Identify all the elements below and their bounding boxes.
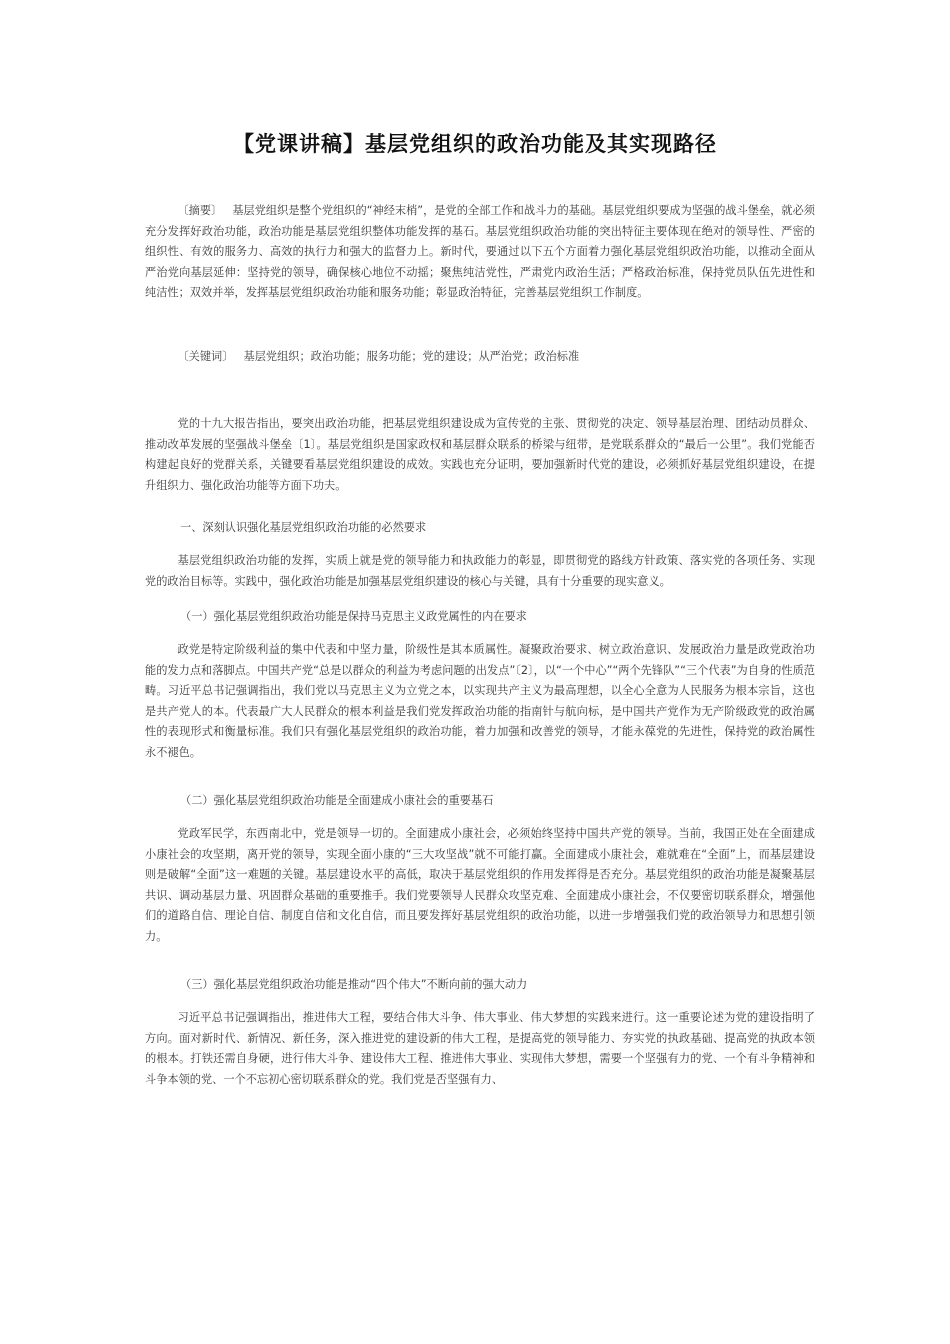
keywords-paragraph <box>145 347 815 368</box>
section1-paragraph: 基层党组织政治功能的发挥，实质上就是党的领导能力和执政能力的彰显，即贯彻党的路线方针政策、落实党的各项任务、实现党的政治目标等。实践中，强化政治功能是加强基层党组织建设的核心与关键，具有十分重要的现实意义。 <box>145 554 815 588</box>
subsection2-paragraph: 党政军民学，东西南北中，党是领导一切的。全面建成小康社会，必须始终坚持中国共产党的领导。当前，我国正处在全面建成小康社会的攻坚期，离开党的领导，实现全面小康的“三大攻坚战”就不可能打赢。全面建成小康社会，难就难在“全面”上，而基层建设则是破解“全面”这一难题的关键。基层建设水平的高低，取决于基层党组织的作用发挥得是否充分。基层党组织的政治功能是凝聚基层共识、调动基层力量、巩固群众基础的重要推手。我们党要领导人民群众攻坚克难、全面建成小康社会，不仅要密切联系群众，增强他们的道路自信、理论自信、制度自信和文化自信，而且要发挥好基层党组织的政治功能，以进一步增强我们党的政治领导力和思想引领力。 <box>145 827 815 943</box>
subsection1-heading: （一）强化基层党组织政治功能是保持马克思主义政党属性的内在要求 <box>180 610 527 623</box>
keywords-label: 〔关键词〕 <box>177 350 234 363</box>
document-title: 【党课讲稿】基层党组织的政治功能及其实现路径 <box>233 132 717 156</box>
intro-paragraph: 党的十九大报告指出，要突出政治功能，把基层党组织建设成为宣传党的主张、贯彻党的决定、领导基层治理、团结动员群众、推动改革发展的坚强战斗堡垒〔1〕。基层党组织是国家政权和基层群众联系的桥梁与纽带，是党联系群众的“最后一公里”。我们党能否构建起良好的党群关系，关键要看基层党组织建设的成效。实践也充分证明，要加强新时代党的建设，必须抓好基层党组织建设，在提升组织力、强化政治功能等方面下功夫。 <box>145 417 815 492</box>
abstract-paragraph <box>145 201 815 304</box>
abstract-label: 〔摘要〕 <box>177 204 223 217</box>
keywords-text: 基层党组织；政治功能；服务功能；党的建设；从严治党；政治标准 <box>243 350 580 363</box>
abstract-text: 基层党组织是整个党组织的“神经末梢”，是党的全部工作和战斗力的基础。基层党组织要成为坚强的战斗堡垒，就必须充分发挥好政治功能，政治功能是基层党组织整体功能发挥的基石。基层党组织政治功能的突出特征主要体现在绝对的领导性、严密的组织性、有效的服务力、高效的执行力和强大的监督力上。新时代，要通过以下五个方面着力强化基层党组织政治功能，以推动全面从严治党向基层延伸：坚持党的领导，确保核心地位不动摇；聚焦纯洁党性，严肃党内政治生活；严格政治标准，保持党员队伍先进性和纯洁性；双效并举，发挥基层党组织政治功能和服务功能；彰显政治特征，完善基层党组织工作制度。 <box>145 204 815 300</box>
subsection2-heading: （二）强化基层党组织政治功能是全面建成小康社会的重要基石 <box>180 794 494 807</box>
subsection1-paragraph: 政党是特定阶级利益的集中代表和中坚力量，阶级性是其本质属性。凝聚政治要求、树立政治意识、发展政治力量是政党政治功能的发力点和落脚点。中国共产党“总是以群众的利益为考虑问题的出发点”〔2〕，以“一个中心”“两个先锋队”“三个代表”为自身的性质范畴。习近平总书记强调指出，我们党以马克思主义为立党之本，以实现共产主义为最高理想，以全心全意为人民服务为根本宗旨，这也是共产党人的本。代表最广大人民群众的根本利益是我们党发挥政治功能的指南针与航向标，是中国共产党作为无产阶级政党的政治属性的表现形式和衡量标准。我们只有强化基层党组织的政治功能，着力加强和改善党的领导，才能永葆党的先进性，保持党的政治属性永不褪色。 <box>145 643 815 759</box>
section1-heading: 一、深刻认识强化基层党组织政治功能的必然要求 <box>180 521 427 534</box>
subsection3-heading: （三）强化基层党组织政治功能是推动“四个伟大”不断向前的强大动力 <box>180 978 528 991</box>
subsection3-paragraph: 习近平总书记强调指出，推进伟大工程，要结合伟大斗争、伟大事业、伟大梦想的实践来进行。这一重要论述为党的建设指明了方向。面对新时代、新情况、新任务，深入推进党的建设新的伟大工程，是提高党的领导能力、夯实党的执政基础、提高党的执政本领的根本。打铁还需自身硬，进行伟大斗争、建设伟大工程、推进伟大事业、实现伟大梦想，需要一个坚强有力的党、一个有斗争精神和斗争本领的党、一个不忘初心密切联系群众的党。我们党是否坚强有力、 <box>145 1011 815 1086</box>
